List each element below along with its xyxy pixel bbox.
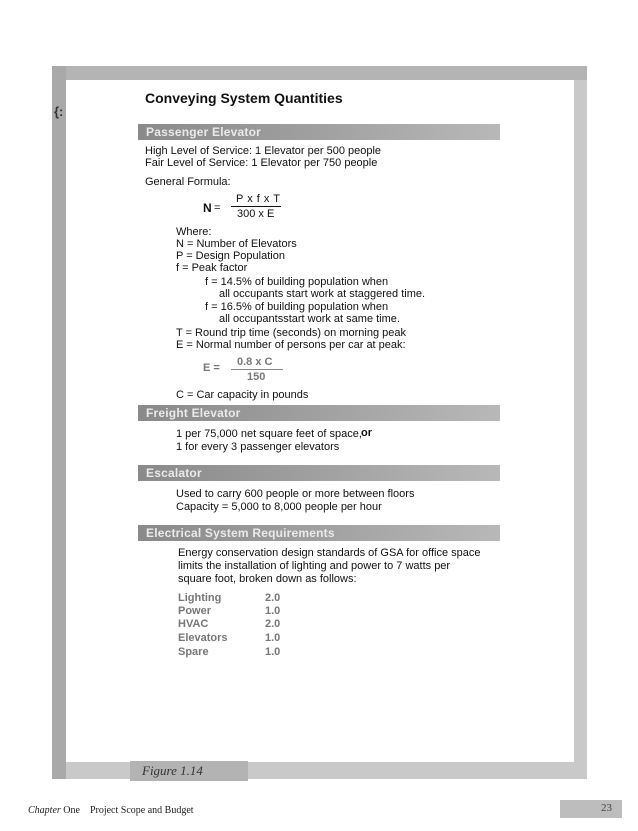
- section-band-passenger: [138, 124, 500, 140]
- formula2-numerator: 0.8 x C: [237, 356, 273, 368]
- f-value-1: f = 14.5% of building population when: [205, 276, 389, 288]
- formula-lhs: N: [203, 201, 212, 215]
- section-heading-escalator: Escalator: [146, 466, 202, 480]
- formula2-denominator: 150: [247, 371, 266, 383]
- electrical-row-label: Spare: [178, 646, 209, 658]
- figure-label: Figure 1.14: [142, 763, 203, 778]
- section-heading-passenger: Passenger Elevator: [146, 125, 261, 139]
- freight-line-2: 1 for every 3 passenger elevators: [176, 441, 340, 453]
- section-band-freight: [138, 405, 500, 421]
- where-label: Where:: [176, 226, 212, 238]
- f-value-1-cont: all occupants start work at staggered time.: [219, 288, 426, 300]
- escalator-line-1: Used to carry 600 people or more between floors: [176, 488, 415, 500]
- electrical-row-value: 2.0: [265, 592, 281, 604]
- page-footer: [28, 805, 194, 816]
- electrical-row-label: Elevators: [178, 632, 228, 644]
- electrical-para-2: limits the installation of lighting and power to 7 watts per: [178, 560, 451, 572]
- def-p: P = Design Population: [176, 250, 285, 262]
- page-title: Conveying System Quantities: [145, 90, 343, 106]
- section-heading-freight: Freight Elevator: [146, 406, 241, 420]
- formula-numerator: P x f x T: [236, 193, 281, 205]
- section-heading-electrical: Electrical System Requirements: [146, 526, 335, 540]
- page-number-box: [560, 800, 622, 818]
- def-c: C = Car capacity in pounds: [176, 389, 309, 401]
- def-f: f = Peak factor: [176, 262, 248, 274]
- electrical-row-value: 1.0: [265, 646, 281, 658]
- escalator-line-2: Capacity = 5,000 to 8,000 people per hour: [176, 501, 382, 513]
- def-e: E = Normal number of persons per car at peak:: [176, 339, 406, 351]
- formula-equals: =: [214, 202, 221, 214]
- scan-left-bar: [52, 66, 66, 779]
- figure-label-box: [130, 761, 248, 781]
- f-value-2: f = 16.5% of building population when: [205, 301, 389, 313]
- def-n: N = Number of Elevators: [176, 238, 297, 250]
- section-band-escalator: [138, 465, 500, 481]
- electrical-row-label: Power: [178, 605, 212, 617]
- footer-subject: Project Scope and Budget: [89, 805, 194, 816]
- formula2-lhs: E =: [203, 362, 220, 374]
- scan-frame-top: [52, 66, 587, 80]
- content-panel: [66, 80, 574, 762]
- f-value-2-cont: all occupantsstart work at same time.: [219, 313, 400, 325]
- electrical-row-value: 1.0: [265, 632, 281, 644]
- formula2-fraction-bar: [231, 369, 283, 370]
- page-number: 23: [601, 802, 612, 814]
- service-high-text: High Level of Service: 1 Elevator per 500 people: [145, 145, 382, 157]
- electrical-para-1: Energy conservation design standards of GSA for office space: [178, 547, 481, 559]
- general-formula-label: General Formula:: [145, 176, 231, 188]
- electrical-row-label: HVAC: [178, 618, 209, 630]
- footer-chapter-num: One: [63, 805, 80, 816]
- section-band-electrical: [138, 525, 500, 541]
- formula-denominator: 300 x E: [237, 208, 275, 220]
- service-fair-text: Fair Level of Service: 1 Elevator per 750 people: [145, 157, 378, 169]
- def-t: T = Round trip time (seconds) on morning peak: [176, 327, 406, 339]
- electrical-para-3: square foot, broken down as follows:: [178, 573, 357, 585]
- electrical-row-value: 1.0: [265, 605, 281, 617]
- freight-line-1: 1 per 75,000 net square feet of space,: [176, 428, 362, 440]
- electrical-row-value: 2.0: [265, 618, 281, 630]
- formula-fraction-bar: [231, 206, 281, 207]
- corner-mark: {:: [54, 104, 64, 119]
- electrical-row-label: Lighting: [178, 592, 222, 604]
- freight-or: or: [361, 427, 372, 439]
- footer-chapter: Chapter: [28, 805, 61, 816]
